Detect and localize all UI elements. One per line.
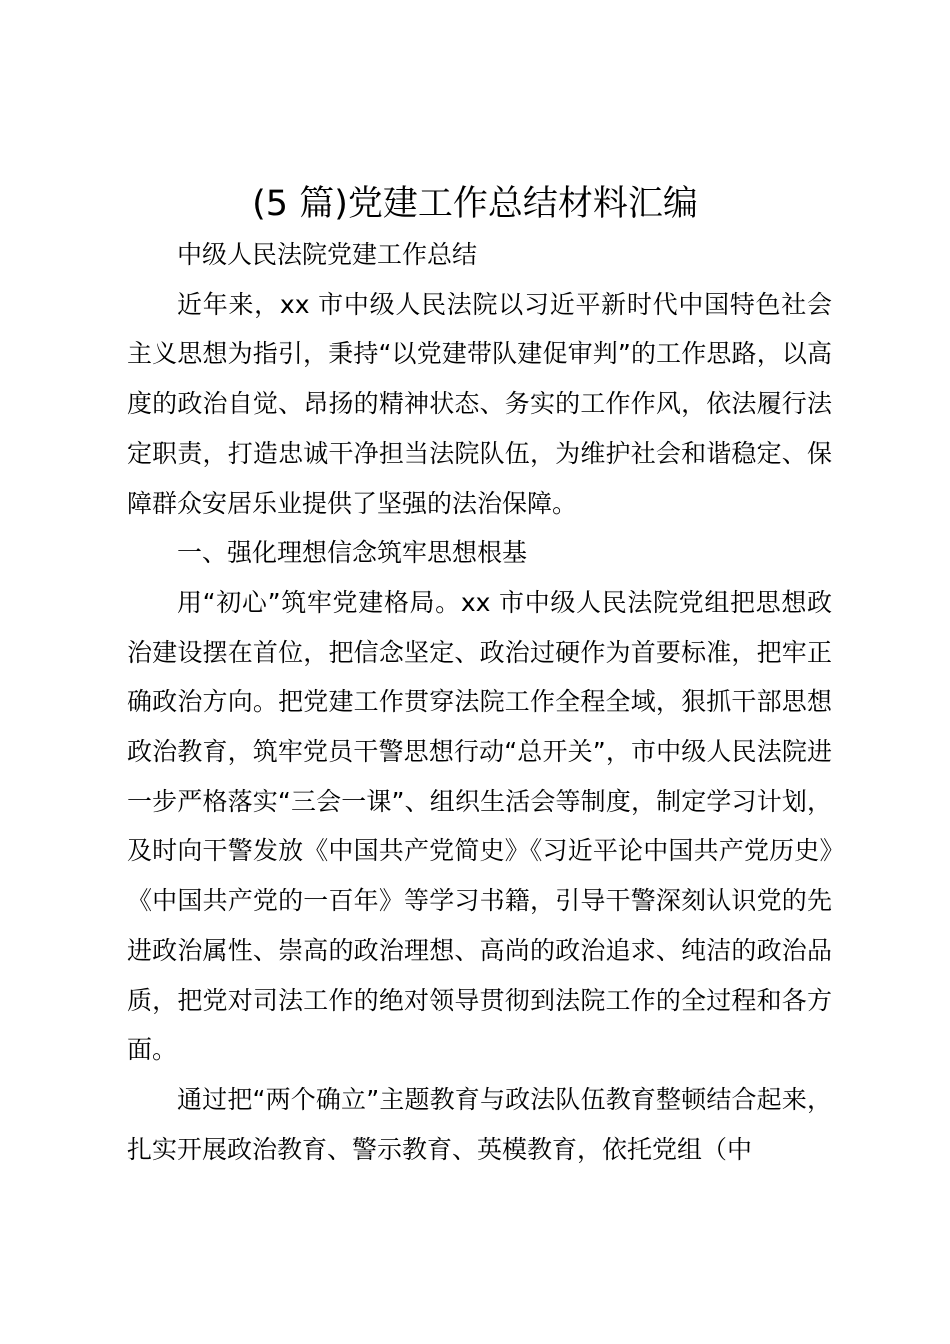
body-paragraph: 通过把“两个确立”主题教育与政法队伍教育整顿结合起来，扎实开展政治教育、警示教育、英模教育，依托党组（中 [127, 1084, 832, 1164]
section-heading: 一、强化理想信念筑牢思想根基 [177, 538, 528, 568]
document-title: (5 篇)党建工作总结材料汇编 [252, 184, 698, 224]
section-subtitle: 中级人民法院党建工作总结 [177, 240, 478, 269]
document-body [127, 230, 832, 1174]
body-paragraph: 用“初心”筑牢党建格局。xx 市中级人民法院党组把思想政治建设摆在首位，把信念坚定、政治过硬作为首要标准，把牢正确政治方向。把党建工作贯穿法院工作全程全域，狠抓干部思想政治教育，筑牢党员干警思想行动“总开关”，市中级人民法院进一步严格落实“三会一课”、组织生活会等制度，制定学习计划，及时向干警发放《中国共产党简史》《习近平论中国共产党历史》《中国共产党的一百年》等学习书籍，引导干警深刻认识党的先进政治属性、崇高的政治理想、高尚的政治追求、纯洁的政治品质，把党对司法工作的绝对领导贯彻到法院工作的全过程和各方面。 [127, 587, 832, 1065]
body-paragraph: 近年来，xx 市中级人民法院以习近平新时代中国特色社会主义思想为指引，秉持“以党建带队建促审判”的工作思路，以高度的政治自觉、昂扬的精神状态、务实的工作作风，依法履行法定职责，打造忠诚干净担当法院队伍，为维护社会和谐稳定、保障群众安居乐业提供了坚强的法治保障。 [127, 289, 832, 518]
